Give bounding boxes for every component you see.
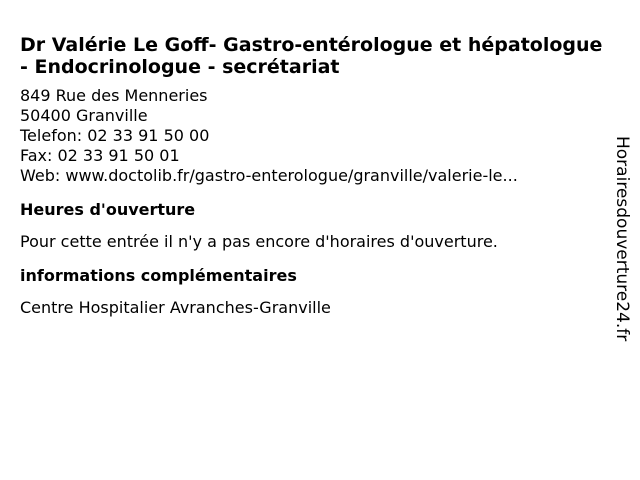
city-postcode: 50400 Granville (20, 106, 148, 125)
page-title: Dr Valérie Le Goff- Gastro-entérologue et hépatologue - Endocrinologue - secrétariat (20, 34, 603, 78)
additional-info-text: Centre Hospitalier Avranches-Granville (20, 298, 331, 317)
opening-hours-text: Pour cette entrée il n'y a pas encore d'horaires d'ouverture. (20, 232, 498, 251)
listing-content (20, 34, 610, 318)
fax-number: Fax: 02 33 91 50 01 (20, 146, 180, 165)
additional-info-heading: informations complémentaires (20, 266, 297, 285)
site-watermark-text: Horairesdouverture24.fr (612, 136, 632, 342)
website-link[interactable]: Web: www.doctolib.fr/gastro-enterologue/granville/valerie-le... (20, 166, 518, 185)
opening-hours-heading: Heures d'ouverture (20, 200, 196, 219)
site-watermark (612, 136, 634, 368)
street-address: 849 Rue des Menneries (20, 86, 208, 105)
address-block (20, 86, 610, 186)
phone-number[interactable]: Telefon: 02 33 91 50 00 (20, 126, 210, 145)
